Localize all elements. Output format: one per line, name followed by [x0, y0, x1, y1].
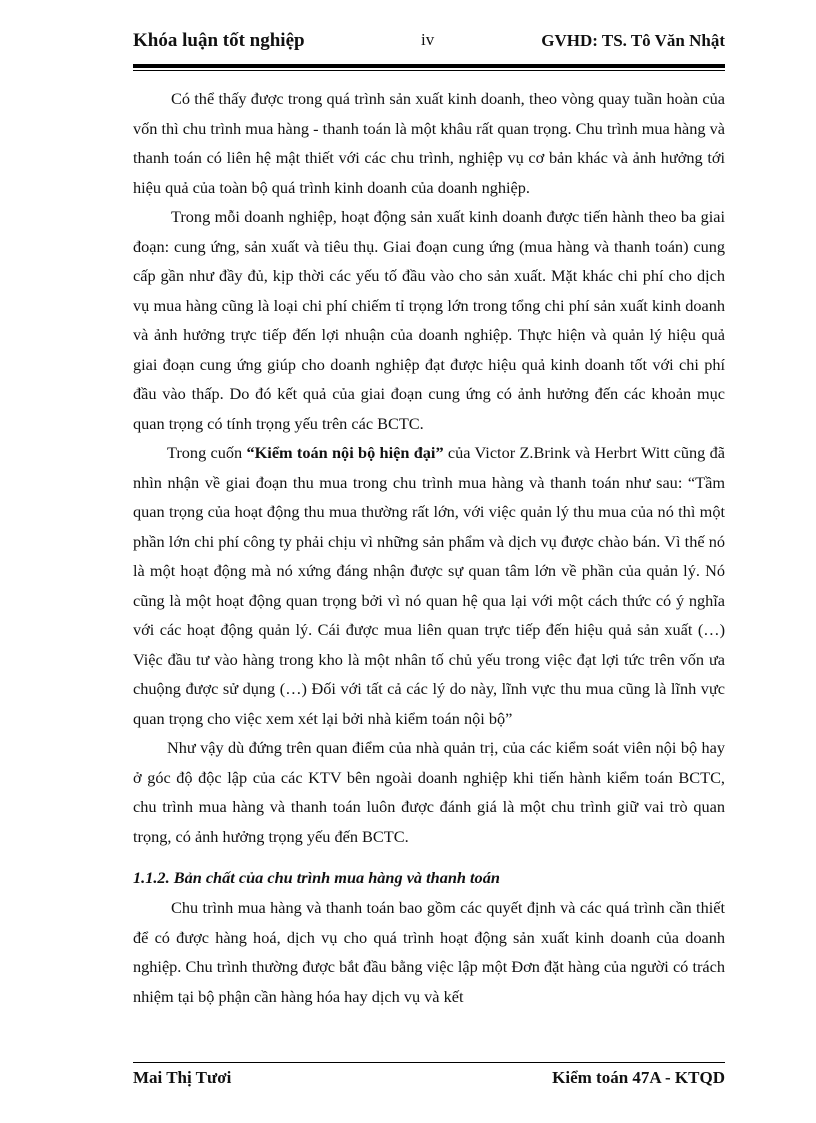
paragraph-3-lead: Trong cuốn [167, 443, 247, 462]
paragraph-3 [133, 438, 725, 733]
paragraph-3-rest: của Victor Z.Brink và Herbrt Witt cũng đã nhìn nhận về giai đoạn thu mua trong chu trình mua hàng và thanh toán như sau: “Tầm quan trọng của hoạt động thu mua thường rất lớn, với việc quản lý thu mua của nó thì một phần lớn chi phí công ty phải chịu vì những sản phẩm và dịch vụ được chào bán. Vì thế nó là một hoạt động mà nó xứng đáng nhận được sự quan tâm lớn về phần của quản lý. Nó cũng là một hoạt động quan trọng bởi vì nó quan hệ qua lại với một cách thức có ý nghĩa với các hoạt động quản lý. Cái được mua liên quan trực tiếp đến hiệu quả sản xuất (…) Việc đầu tư vào hàng trong kho là một nhân tố chủ yếu trong việc đạt lợi tức trên vốn ưa chuộng được sử dụng (…) Đối với tất cả các lý do này, lĩnh vực thu mua cũng là lĩnh vực quan trọng cho việc xem xét lại bởi nhà kiểm toán nội bộ” [133, 443, 725, 728]
header-thesis-title: Khóa luận tốt nghiệp [133, 30, 305, 51]
book-title: “Kiểm toán nội bộ hiện đại” [246, 443, 444, 462]
footer-class: Kiểm toán 47A - KTQD [552, 1068, 725, 1087]
page-body [133, 84, 725, 1011]
paragraph-1: Có thể thấy được trong quá trình sản xuất kinh doanh, theo vòng quay tuần hoàn của vốn thì chu trình mua hàng - thanh toán là một khâu rất quan trọng. Chu trình mua hàng và thanh toán có liên hệ mật thiết với các chu trình, nghiệp vụ cơ bản khác và ảnh hưởng tới hiệu quả của toàn bộ quá trình kinh doanh của doanh nghiệp. [133, 89, 725, 197]
header-supervisor: GVHD: TS. Tô Văn Nhật [541, 31, 725, 50]
paragraph-2: Trong mỗi doanh nghiệp, hoạt động sản xuất kinh doanh được tiến hành theo ba giai đoạn: cung ứng, sản xuất và tiêu thụ. Giai đoạn cung ứng (mua hàng và thanh toán) cung cấp gần như đầy đủ, kịp thời các yếu tố đầu vào cho sản xuất. Mặt khác chi phí cho dịch vụ mua hàng cũng là loại chi phí chiếm tỉ trọng lớn trong tổng chi phí sản xuất kinh doanh và ảnh hưởng trực tiếp đến lợi nhuận của doanh nghiệp. Thực hiện và quản lý hiệu quả giai đoạn cung ứng giúp cho doanh nghiệp đạt được hiệu quả kinh doanh tốt với chi phí đầu vào thấp. Do đó kết quả của giai đoạn cung ứng có ảnh hưởng đến các khoản mục quan trọng có tính trọng yếu trên các BCTC. [133, 207, 725, 433]
footer-author: Mai Thị Tươi [133, 1068, 232, 1087]
page-footer [133, 1068, 725, 1088]
section-heading: 1.1.2. Bản chất của chu trình mua hàng và thanh toán [133, 868, 500, 887]
header-page-number: iv [421, 30, 435, 49]
footer-divider [133, 1062, 725, 1063]
page-header [133, 30, 725, 60]
paragraph-4: Như vậy dù đứng trên quan điểm của nhà quản trị, của các kiểm soát viên nội bộ hay ở góc độ độc lập của các KTV bên ngoài doanh nghiệp khi tiến hành kiểm toán BCTC, chu trình mua hàng và thanh toán luôn được đánh giá là một chu trình giữ vai trò quan trọng, có ảnh hưởng trọng yếu đến BCTC. [133, 738, 725, 846]
paragraph-5: Chu trình mua hàng và thanh toán bao gồm các quyết định và các quá trình cần thiết để có được hàng hoá, dịch vụ cho quá trình hoạt động sản xuất kinh doanh của doanh nghiệp. Chu trình thường được bắt đầu bằng việc lập một Đơn đặt hàng của người có trách nhiệm tại bộ phận cần hàng hóa hay dịch vụ và kết [133, 898, 725, 1006]
header-divider [133, 64, 725, 71]
